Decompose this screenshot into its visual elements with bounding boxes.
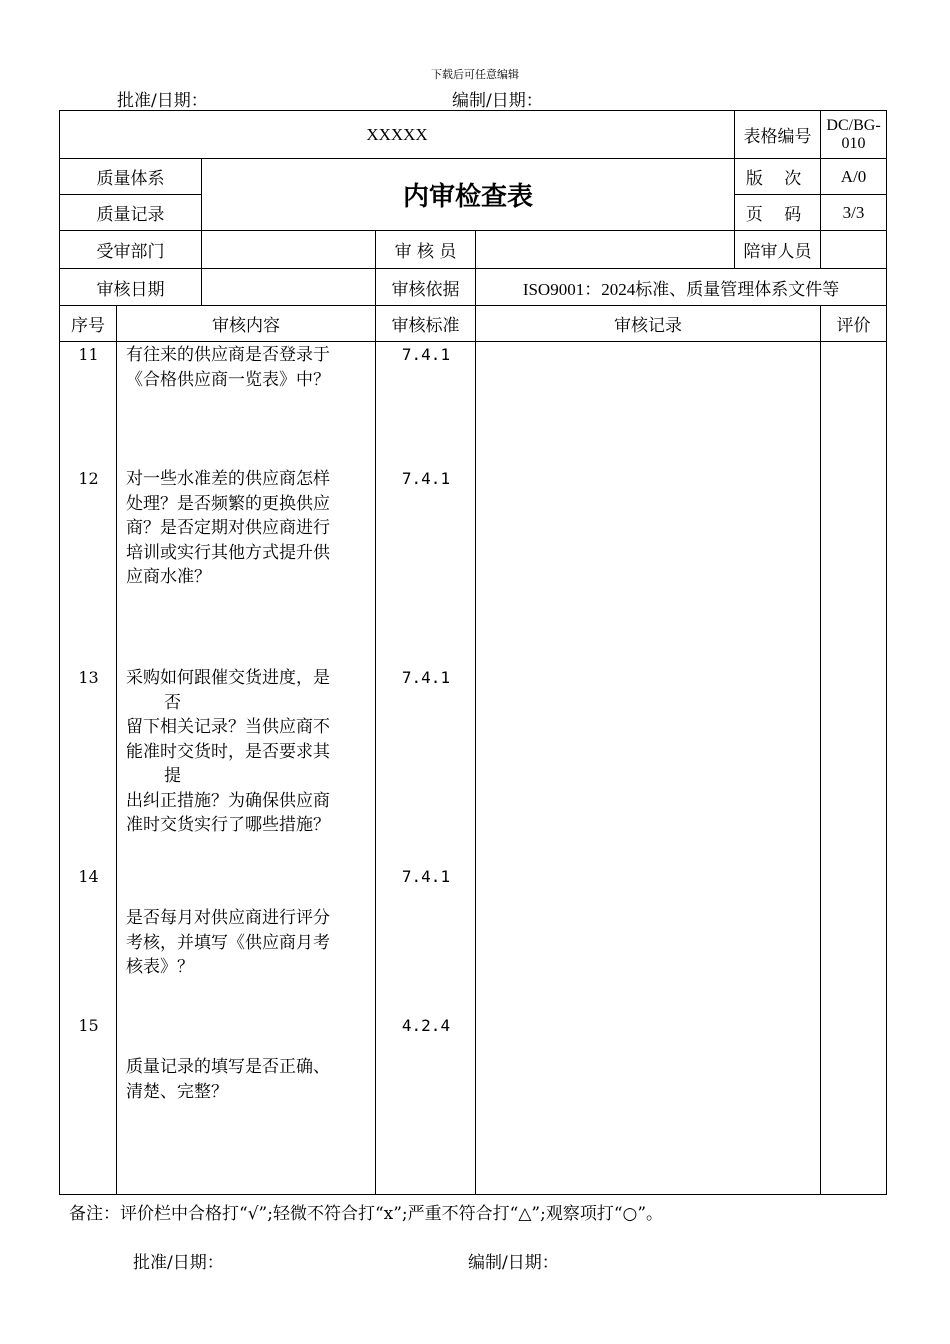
item-standard: 4.2.4 xyxy=(401,1016,451,1035)
number-column xyxy=(60,342,117,1195)
page-label: 页 码 xyxy=(735,195,821,231)
item-standard: 7.4.1 xyxy=(401,345,451,364)
version-label: 版 次 xyxy=(735,159,821,195)
item-number: 14 xyxy=(78,867,99,886)
form-title: 内审检查表 xyxy=(202,159,735,231)
accompany-label: 陪审人员 xyxy=(735,231,821,269)
item-content: 有往来的供应商是否登录于 《合格供应商一览表》中？ xyxy=(126,345,330,390)
auditor-value[interactable] xyxy=(476,231,735,269)
remark-note: 备注：评价栏中合格打“√”;轻微不符合打“x”;严重不符合打“△”;观察项打“○”。 xyxy=(69,1204,664,1224)
item-content: 质量记录的填写是否正确、 清楚、完整？ xyxy=(126,1057,330,1102)
item-number: 12 xyxy=(78,469,99,488)
item-content: 采购如何跟催交货进度，是 否 留下相关记录？当供应商不 能准时交货时，是否要求其 提 出纠正措施？为确保供应商 准时交货实行了哪些措施？ xyxy=(126,668,330,835)
top-approve-date: 批准/日期： xyxy=(117,91,208,111)
audit-record-area[interactable] xyxy=(476,342,821,1195)
item-number: 11 xyxy=(78,345,99,364)
audited-dept-label: 受审部门 xyxy=(60,231,202,269)
quality-system-label: 质量体系 xyxy=(60,159,202,195)
content-column xyxy=(117,342,376,1195)
company-name: XXXXX xyxy=(60,111,735,159)
item-content: 对一些水准差的供应商怎样 处理？是否频繁的更换供应 商？是否定期对供应商进行 培训或实行其他方式提升供 应商水准？ xyxy=(126,469,330,587)
evaluation-area[interactable] xyxy=(821,342,887,1195)
audit-basis-label: 审核依据 xyxy=(376,269,476,306)
item-standard: 7.4.1 xyxy=(401,867,451,886)
version-value: A/0 xyxy=(821,159,887,195)
column-header-no: 序号 xyxy=(60,306,117,342)
auditor-label: 审 核 员 xyxy=(376,231,476,269)
bottom-compile-date: 编制/日期： xyxy=(468,1253,559,1273)
item-content: 是否每月对供应商进行评分 考核，并填写《供应商月考 核表》？ xyxy=(126,908,330,977)
top-compile-date: 编制/日期： xyxy=(452,91,543,111)
form-no-value: DC/BG-010 xyxy=(821,111,887,159)
audit-date-label: 审核日期 xyxy=(60,269,202,306)
column-header-content: 审核内容 xyxy=(117,306,376,342)
audit-checklist-table xyxy=(59,110,887,1195)
item-standard: 7.4.1 xyxy=(401,469,451,488)
column-header-standard: 审核标准 xyxy=(376,306,476,342)
watermark-text: 下载后可任意编辑 xyxy=(431,68,519,81)
audit-date-value[interactable] xyxy=(202,269,376,306)
form-no-label: 表格编号 xyxy=(735,111,821,159)
item-number: 13 xyxy=(78,668,99,687)
audited-dept-value[interactable] xyxy=(202,231,376,269)
page-value: 3/3 xyxy=(821,195,887,231)
quality-record-label: 质量记录 xyxy=(60,195,202,231)
item-standard: 7.4.1 xyxy=(401,668,451,687)
bottom-approve-date: 批准/日期： xyxy=(133,1253,224,1273)
item-number: 15 xyxy=(78,1016,99,1035)
standard-column xyxy=(376,342,476,1195)
column-header-evaluation: 评价 xyxy=(821,306,887,342)
column-header-record: 审核记录 xyxy=(476,306,821,342)
audit-basis-value: ISO9001：2024标准、质量管理体系文件等 xyxy=(476,269,887,306)
accompany-value[interactable] xyxy=(821,231,887,269)
